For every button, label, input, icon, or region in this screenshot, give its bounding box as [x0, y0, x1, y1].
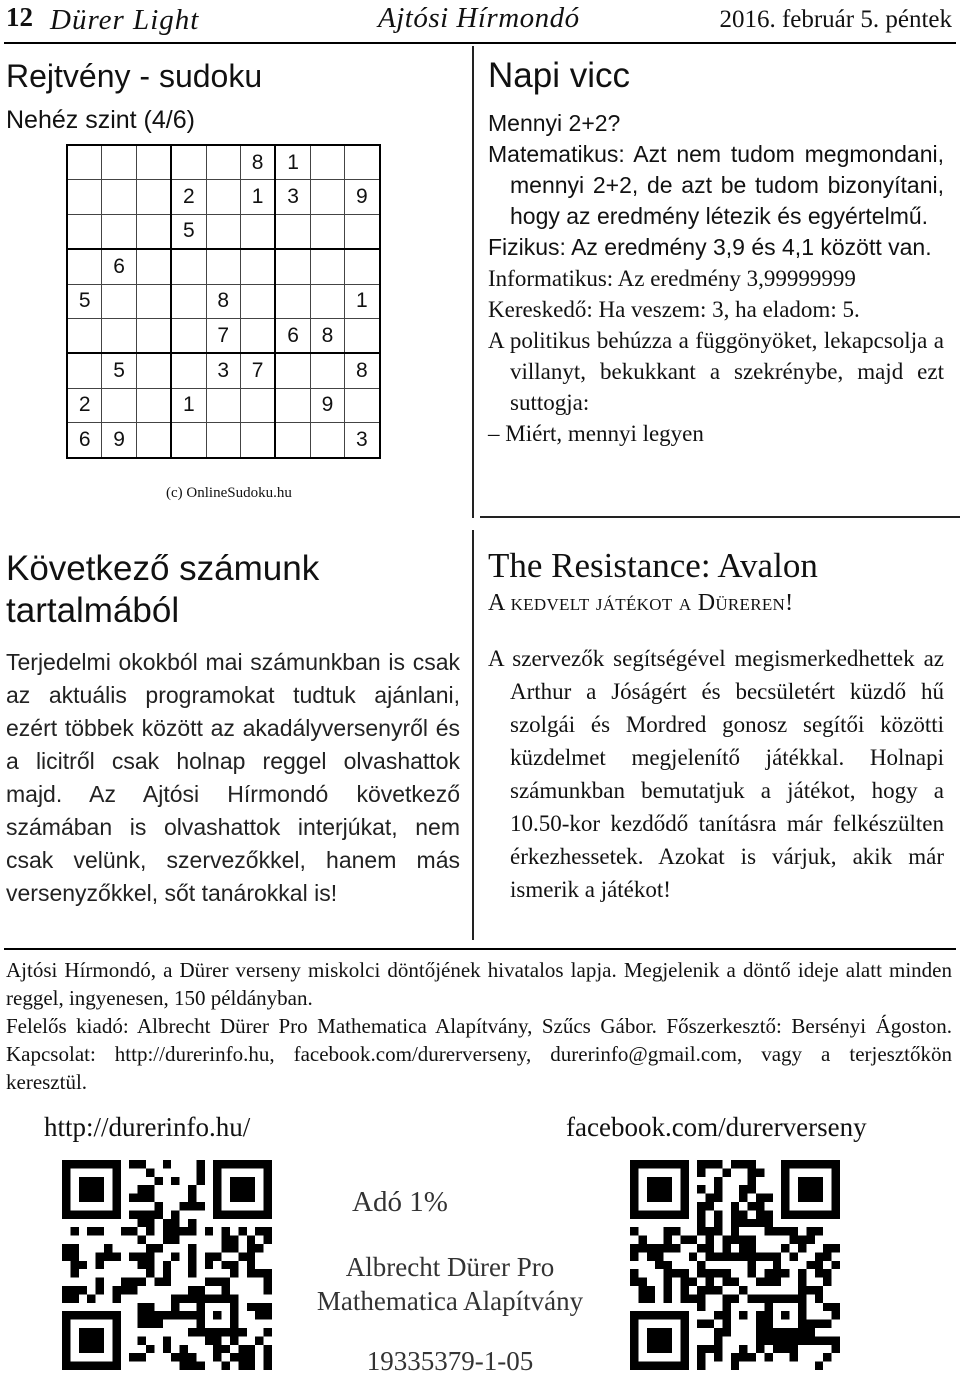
sudoku-cell: 6 [102, 249, 136, 284]
sudoku-cell [171, 353, 206, 388]
sudoku-table [66, 144, 381, 459]
sudoku-cell [345, 318, 380, 353]
column-divider [472, 530, 474, 940]
sudoku-cell [136, 353, 171, 388]
joke-line: Informatikus: Az eredmény 3,99999999 [488, 266, 856, 291]
footer-rule [4, 948, 956, 950]
avalon-subtitle: A kedvelt játékot a Düreren! [488, 590, 794, 616]
sudoku-cell [67, 214, 102, 249]
sudoku-row [67, 353, 380, 388]
sudoku-cell [310, 353, 344, 388]
sudoku-cell [275, 353, 310, 388]
sudoku-cell [240, 284, 275, 318]
joke-line: – Miért, mennyi legyen [488, 421, 704, 446]
sudoku-cell: 9 [345, 180, 380, 214]
sudoku-grid [66, 144, 381, 459]
colophon-paragraph: Felelős kiadó: Albrecht Dürer Pro Mathematica Alapítvány, Szűcs Gábor. Főszerkesztő: Bersényi Ágoston. Kapcsolat: http://durerinfo.hu, facebook.com/durerverseny, durerinfo@gmail.com, vagy a terjesztőkön keresztül. [6, 1014, 952, 1094]
sudoku-cell [206, 388, 240, 422]
tax-id: 19335379-1-05 [366, 1346, 534, 1376]
website-url: http://durerinfo.hu/ [44, 1112, 251, 1142]
sudoku-cell: 3 [275, 180, 310, 214]
sudoku-row [67, 318, 380, 353]
next-issue-title-line1: Következő számunk [6, 549, 320, 588]
sudoku-cell: 9 [310, 388, 344, 422]
sudoku-cell [345, 388, 380, 422]
newspaper-name: Ajtósi Hírmondó [378, 2, 580, 34]
sudoku-cell: 9 [102, 423, 136, 458]
sudoku-cell [171, 249, 206, 284]
sudoku-cell [67, 249, 102, 284]
sudoku-cell [102, 284, 136, 318]
sudoku-cell [67, 145, 102, 180]
sudoku-cell: 8 [240, 145, 275, 180]
sudoku-cell [275, 388, 310, 422]
sudoku-cell [136, 318, 171, 353]
sudoku-cell [136, 214, 171, 249]
page-number: 12 [6, 2, 33, 32]
brand-left: Dürer Light [50, 4, 200, 36]
sudoku-cell [102, 214, 136, 249]
avalon-body: A szervezők segítségével megismerkedhettek az Arthur a Jóságért és becsületért küzdő hű szolgái és Mordred gonosz segítői közötti küzdelmet megjelenítő játékkal. Holnapi számunkban bemutatjuk a játékot, hogy a 10.50-kor kezdődő tanításra már felkészülten érkezhessetek. Azokat is várjuk, akik már ismerik a játékot! [488, 646, 944, 902]
joke-body [488, 108, 944, 449]
sudoku-row [67, 284, 380, 318]
sudoku-cell [345, 214, 380, 249]
sudoku-cell: 1 [171, 388, 206, 422]
column-divider [472, 46, 474, 518]
sudoku-cell [136, 388, 171, 422]
tax-label: Adó 1% [352, 1186, 448, 1218]
foundation-name: Mathematica Alapítvány [316, 1286, 584, 1316]
sudoku-cell: 3 [345, 423, 380, 458]
sudoku-cell: 2 [67, 388, 102, 422]
sudoku-cell [310, 249, 344, 284]
sudoku-cell: 7 [240, 353, 275, 388]
sudoku-cell [310, 145, 344, 180]
sudoku-cell [240, 318, 275, 353]
sudoku-cell: 2 [171, 180, 206, 214]
sudoku-cell [206, 249, 240, 284]
sudoku-title: Rejtvény - sudoku [6, 58, 263, 94]
sudoku-cell [136, 284, 171, 318]
sudoku-cell: 5 [102, 353, 136, 388]
colophon-paragraph: Ajtósi Hírmondó, a Dürer verseny miskolci döntőjének hivatalos lapja. Megjelenik a döntő ideje alatt minden reggel, ingyenesen, 150 példányban. [6, 958, 952, 1010]
sudoku-row [67, 145, 380, 180]
sudoku-row [67, 214, 380, 249]
facebook-url: facebook.com/durerverseny [566, 1112, 867, 1142]
sudoku-cell [345, 145, 380, 180]
sudoku-cell: 6 [275, 318, 310, 353]
sudoku-cell [310, 284, 344, 318]
next-issue-body: Terjedelmi okokból mai számunkban is csak az aktuális programokat tudtuk ajánlani, ezért többek között az akadályversenyről és a licitről csak holnap reggel olvashattok majd. Az Ajtósi Hírmondó következő számában is olvashattok interjúkat, nem csak velünk, szervezőkkel, hanem más versenyzőkkel, sőt tanárokkal is! [6, 649, 460, 906]
sudoku-cell: 8 [206, 284, 240, 318]
sudoku-cell [310, 214, 344, 249]
sudoku-cell [102, 388, 136, 422]
sudoku-cell [102, 180, 136, 214]
sudoku-cell [310, 423, 344, 458]
sudoku-cell: 1 [240, 180, 275, 214]
sudoku-cell [67, 318, 102, 353]
sudoku-cell [275, 284, 310, 318]
sudoku-cell [206, 180, 240, 214]
foundation-name: Albrecht Dürer Pro [345, 1252, 555, 1282]
sudoku-cell [102, 318, 136, 353]
sudoku-cell: 5 [171, 214, 206, 249]
sudoku-cell: 8 [310, 318, 344, 353]
sudoku-cell [171, 284, 206, 318]
issue-date: 2016. február 5. péntek [719, 6, 952, 33]
sudoku-cell: 1 [275, 145, 310, 180]
sudoku-row [67, 249, 380, 284]
joke-line: Fizikus: Az eredmény 3,9 és 4,1 között van. [488, 234, 932, 260]
sudoku-cell: 6 [67, 423, 102, 458]
sudoku-cell [240, 388, 275, 422]
page-header [0, 0, 960, 46]
sudoku-cell [171, 423, 206, 458]
joke-title: Napi vicc [488, 56, 630, 95]
sudoku-cell [136, 423, 171, 458]
sudoku-cell: 5 [67, 284, 102, 318]
sudoku-cell: 8 [345, 353, 380, 388]
next-issue-title-line2: tartalmából [6, 591, 180, 630]
sudoku-cell [240, 249, 275, 284]
sudoku-cell [171, 318, 206, 353]
sudoku-cell [206, 145, 240, 180]
joke-line: Mennyi 2+2? [488, 110, 621, 136]
sudoku-row [67, 423, 380, 458]
sudoku-cell [240, 423, 275, 458]
joke-line: Matematikus: Azt nem tudom megmondani, mennyi 2+2, de azt be tudom bizonyítani, hogy az eredmény létezik és egyértelmű. [488, 141, 944, 229]
section-divider [480, 516, 960, 518]
sudoku-level: Nehéz szint (4/6) [6, 106, 195, 134]
joke-line: Kereskedő: Ha veszem: 3, ha eladom: 5. [488, 297, 860, 322]
sudoku-cell [102, 145, 136, 180]
avalon-title: The Resistance: Avalon [488, 546, 818, 585]
sudoku-row [67, 388, 380, 422]
sudoku-cell [275, 423, 310, 458]
qr-code-icon [630, 1160, 840, 1370]
sudoku-cell [275, 214, 310, 249]
sudoku-cell: 3 [206, 353, 240, 388]
sudoku-cell [310, 180, 344, 214]
joke-line: A politikus behúzza a függönyöket, lekapcsolja a villanyt, bekukkant a szekrénybe, majd ezt suttogja: [488, 328, 944, 415]
colophon [6, 956, 952, 1096]
sudoku-cell [206, 214, 240, 249]
sudoku-cell [136, 180, 171, 214]
sudoku-credit: (c) OnlineSudoku.hu [166, 485, 292, 501]
sudoku-cell [67, 180, 102, 214]
sudoku-cell [136, 145, 171, 180]
sudoku-cell [275, 249, 310, 284]
next-issue-title [6, 548, 446, 632]
sudoku-cell [240, 214, 275, 249]
sudoku-cell [171, 145, 206, 180]
sudoku-cell: 1 [345, 284, 380, 318]
qr-code-icon [62, 1160, 272, 1370]
sudoku-cell [206, 423, 240, 458]
sudoku-cell [345, 249, 380, 284]
sudoku-cell [67, 353, 102, 388]
sudoku-cell [136, 249, 171, 284]
sudoku-cell: 7 [206, 318, 240, 353]
sudoku-row [67, 180, 380, 214]
header-rule [4, 42, 956, 44]
